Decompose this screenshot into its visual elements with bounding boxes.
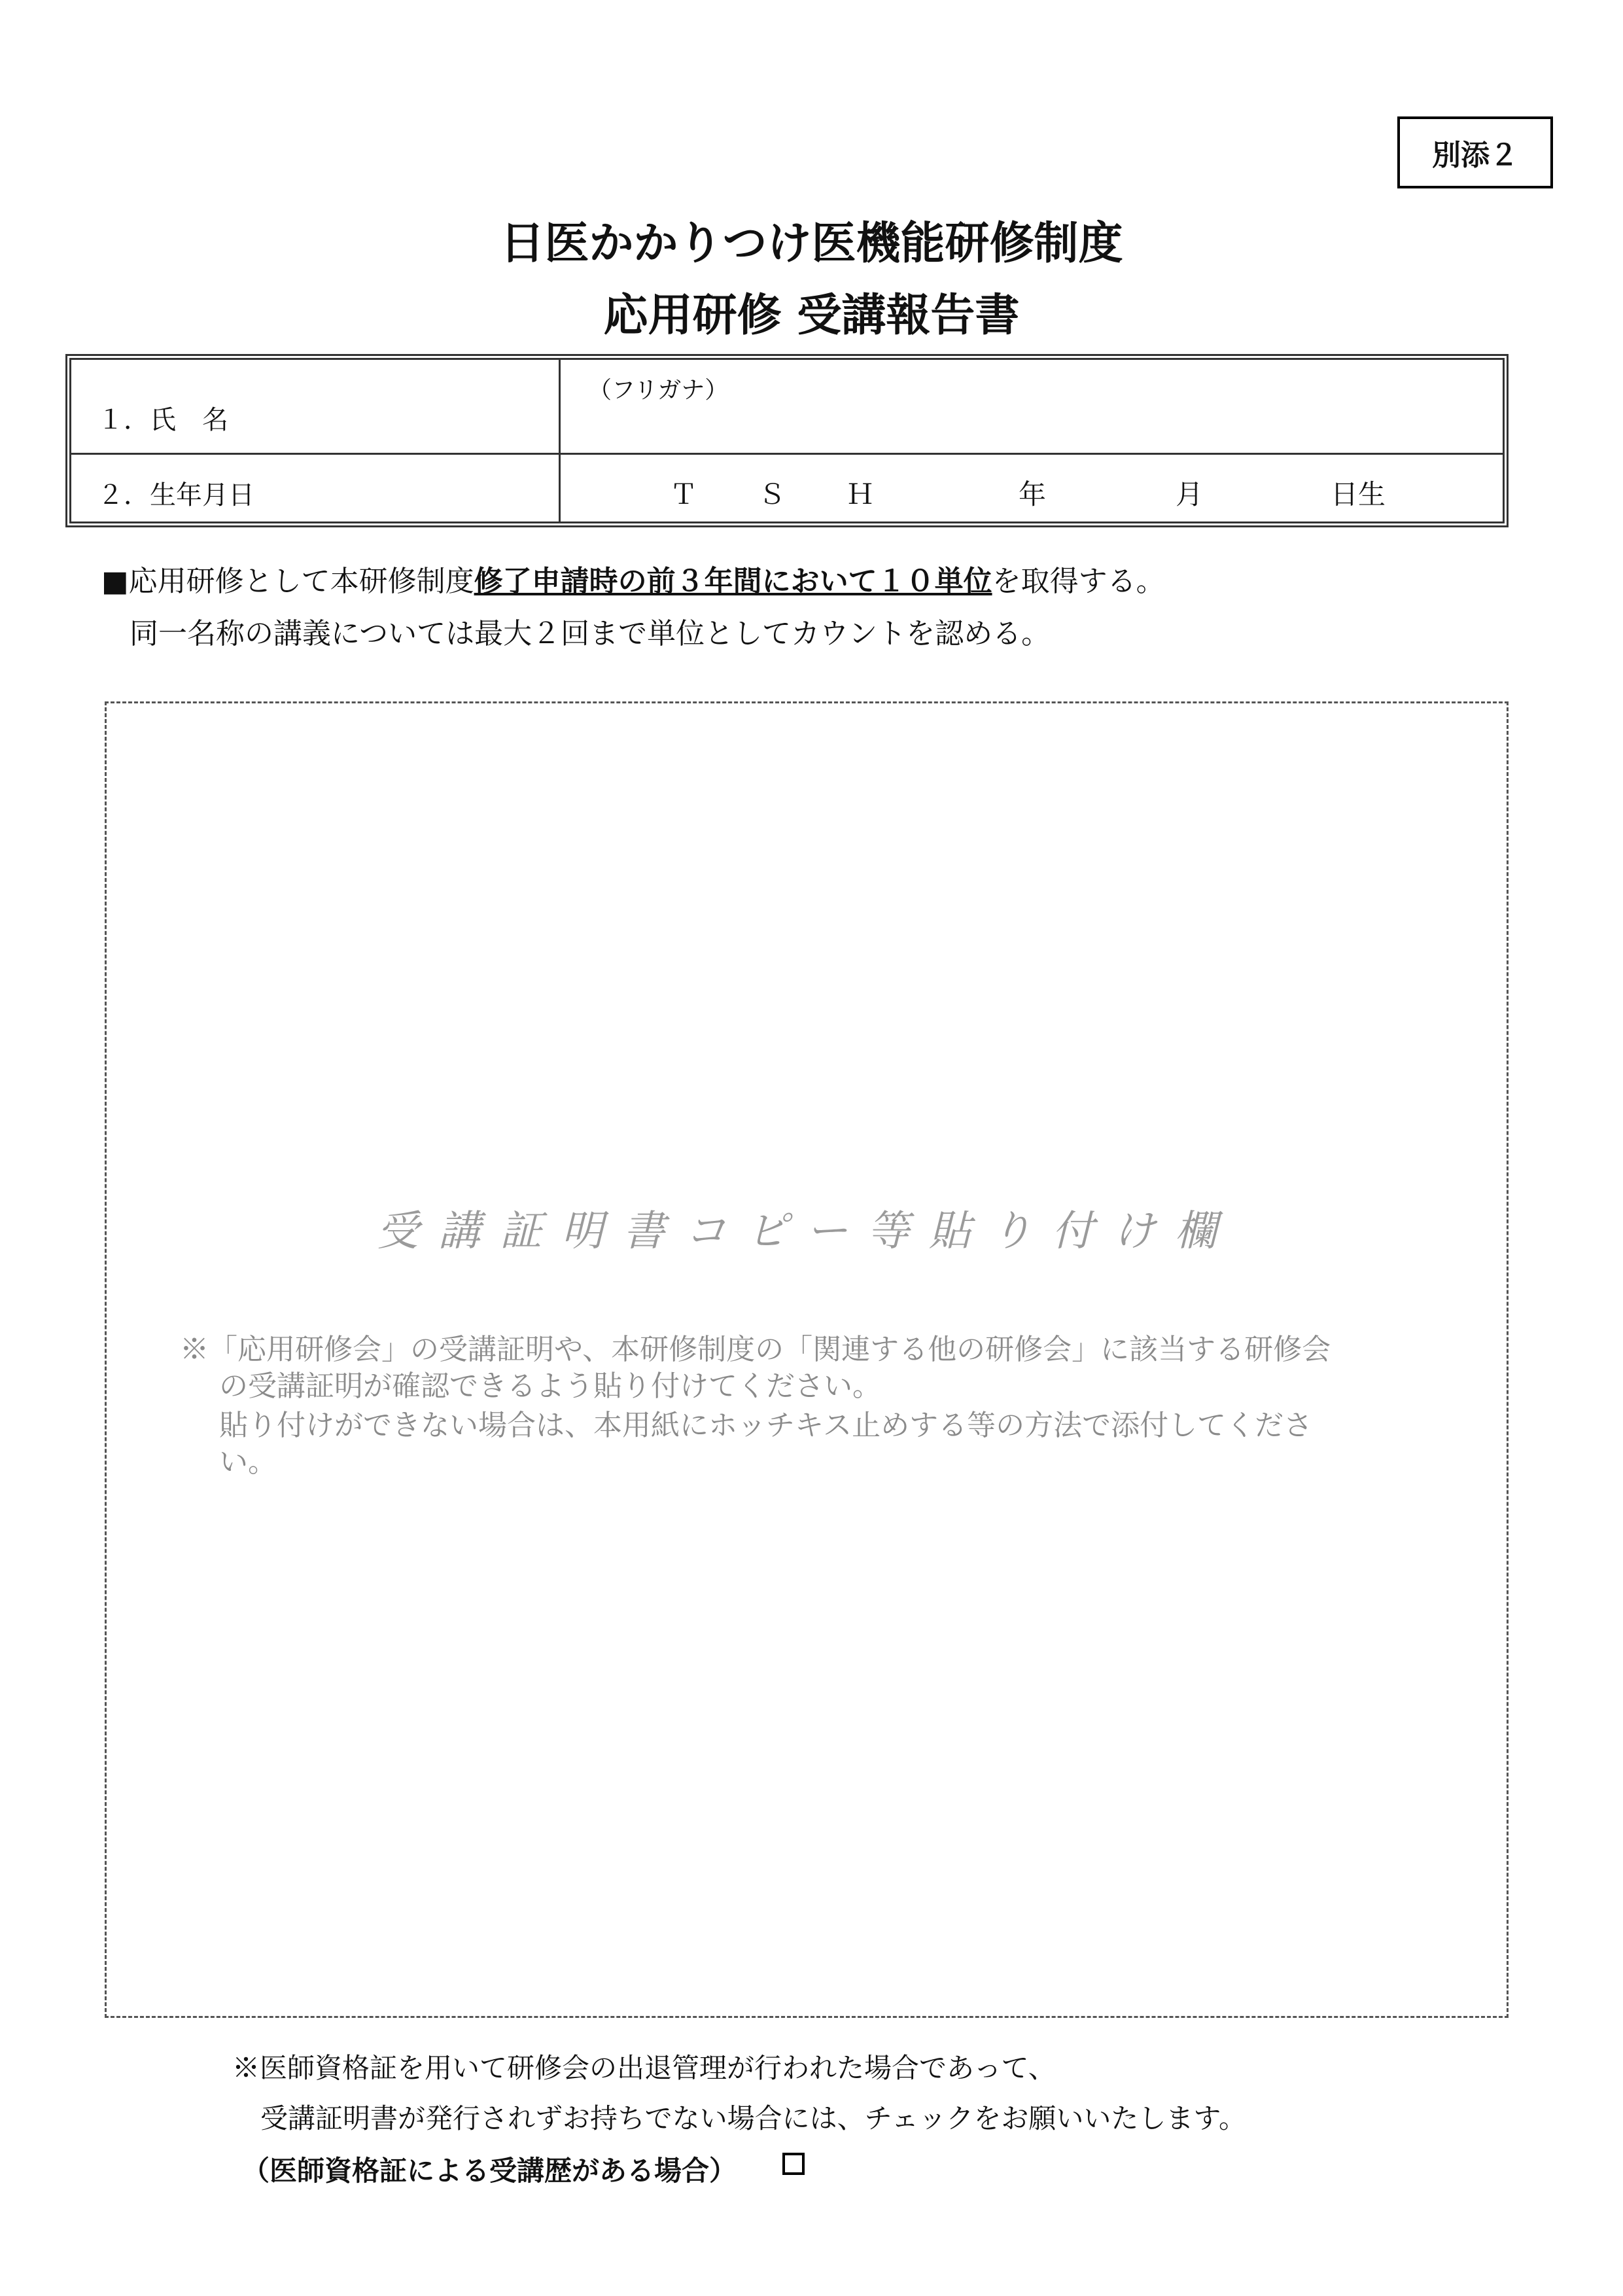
era-taisho-option[interactable]: Ｔ <box>670 478 698 510</box>
dob-year-field[interactable]: 年 <box>1019 478 1047 510</box>
name-row <box>71 360 1503 455</box>
paste-instruction-2: の受講証明が確認できるよう貼り付けてください。 <box>219 1369 881 1403</box>
dob-month-field[interactable]: 月 <box>1176 478 1204 510</box>
attachment-label: 別添２ <box>1397 116 1553 188</box>
footer-note-2: 受講証明書が発行されずお持ちでない場合には、チェックをお願いいたします。 <box>260 2102 1246 2134</box>
count-rule-note: 同一名称の講義については最大２回まで単位としてカウントを認める。 <box>130 617 1051 650</box>
license-history-label: （医師資格証による受講歴がある場合） <box>242 2155 737 2187</box>
paste-instruction-1: ※「応用研修会」の受講証明や、本研修制度の「関連する他の研修会」に該当する研修会 <box>180 1333 1331 1366</box>
dob-row <box>71 455 1503 521</box>
requirement-note: ■応用研修として本研修制度修了申請時の前３年間において１０単位を取得する。 <box>101 565 1165 598</box>
form-title-line2: 応用研修 受講報告書 <box>603 290 1020 342</box>
paste-instruction-4: い。 <box>219 1445 277 1479</box>
license-history-checkbox[interactable] <box>782 2153 805 2175</box>
name-label: １．氏 名 <box>97 405 228 435</box>
paste-instruction-3: 貼り付けができない場合は、本用紙にホッチキス止めする等の方法で添付してくださ <box>219 1409 1313 1442</box>
paste-area-title: 受講証明書コピー等貼り付け欄 <box>377 1207 1236 1256</box>
era-showa-option[interactable]: Ｓ <box>758 478 786 510</box>
dob-label: ２．生年月日 <box>97 480 254 510</box>
personal-info-table <box>65 354 1509 527</box>
footer-note-1: ※医師資格証を用いて研修会の出退管理が行われた場合であって、 <box>232 2052 1056 2084</box>
form-title-line1: 日医かかりつけ医機能研修制度 <box>500 218 1123 270</box>
dob-day-field[interactable]: 日生 <box>1331 478 1386 510</box>
name-input-field[interactable]: （フリガナ） <box>588 377 729 404</box>
era-heisei-option[interactable]: Ｈ <box>846 478 875 510</box>
